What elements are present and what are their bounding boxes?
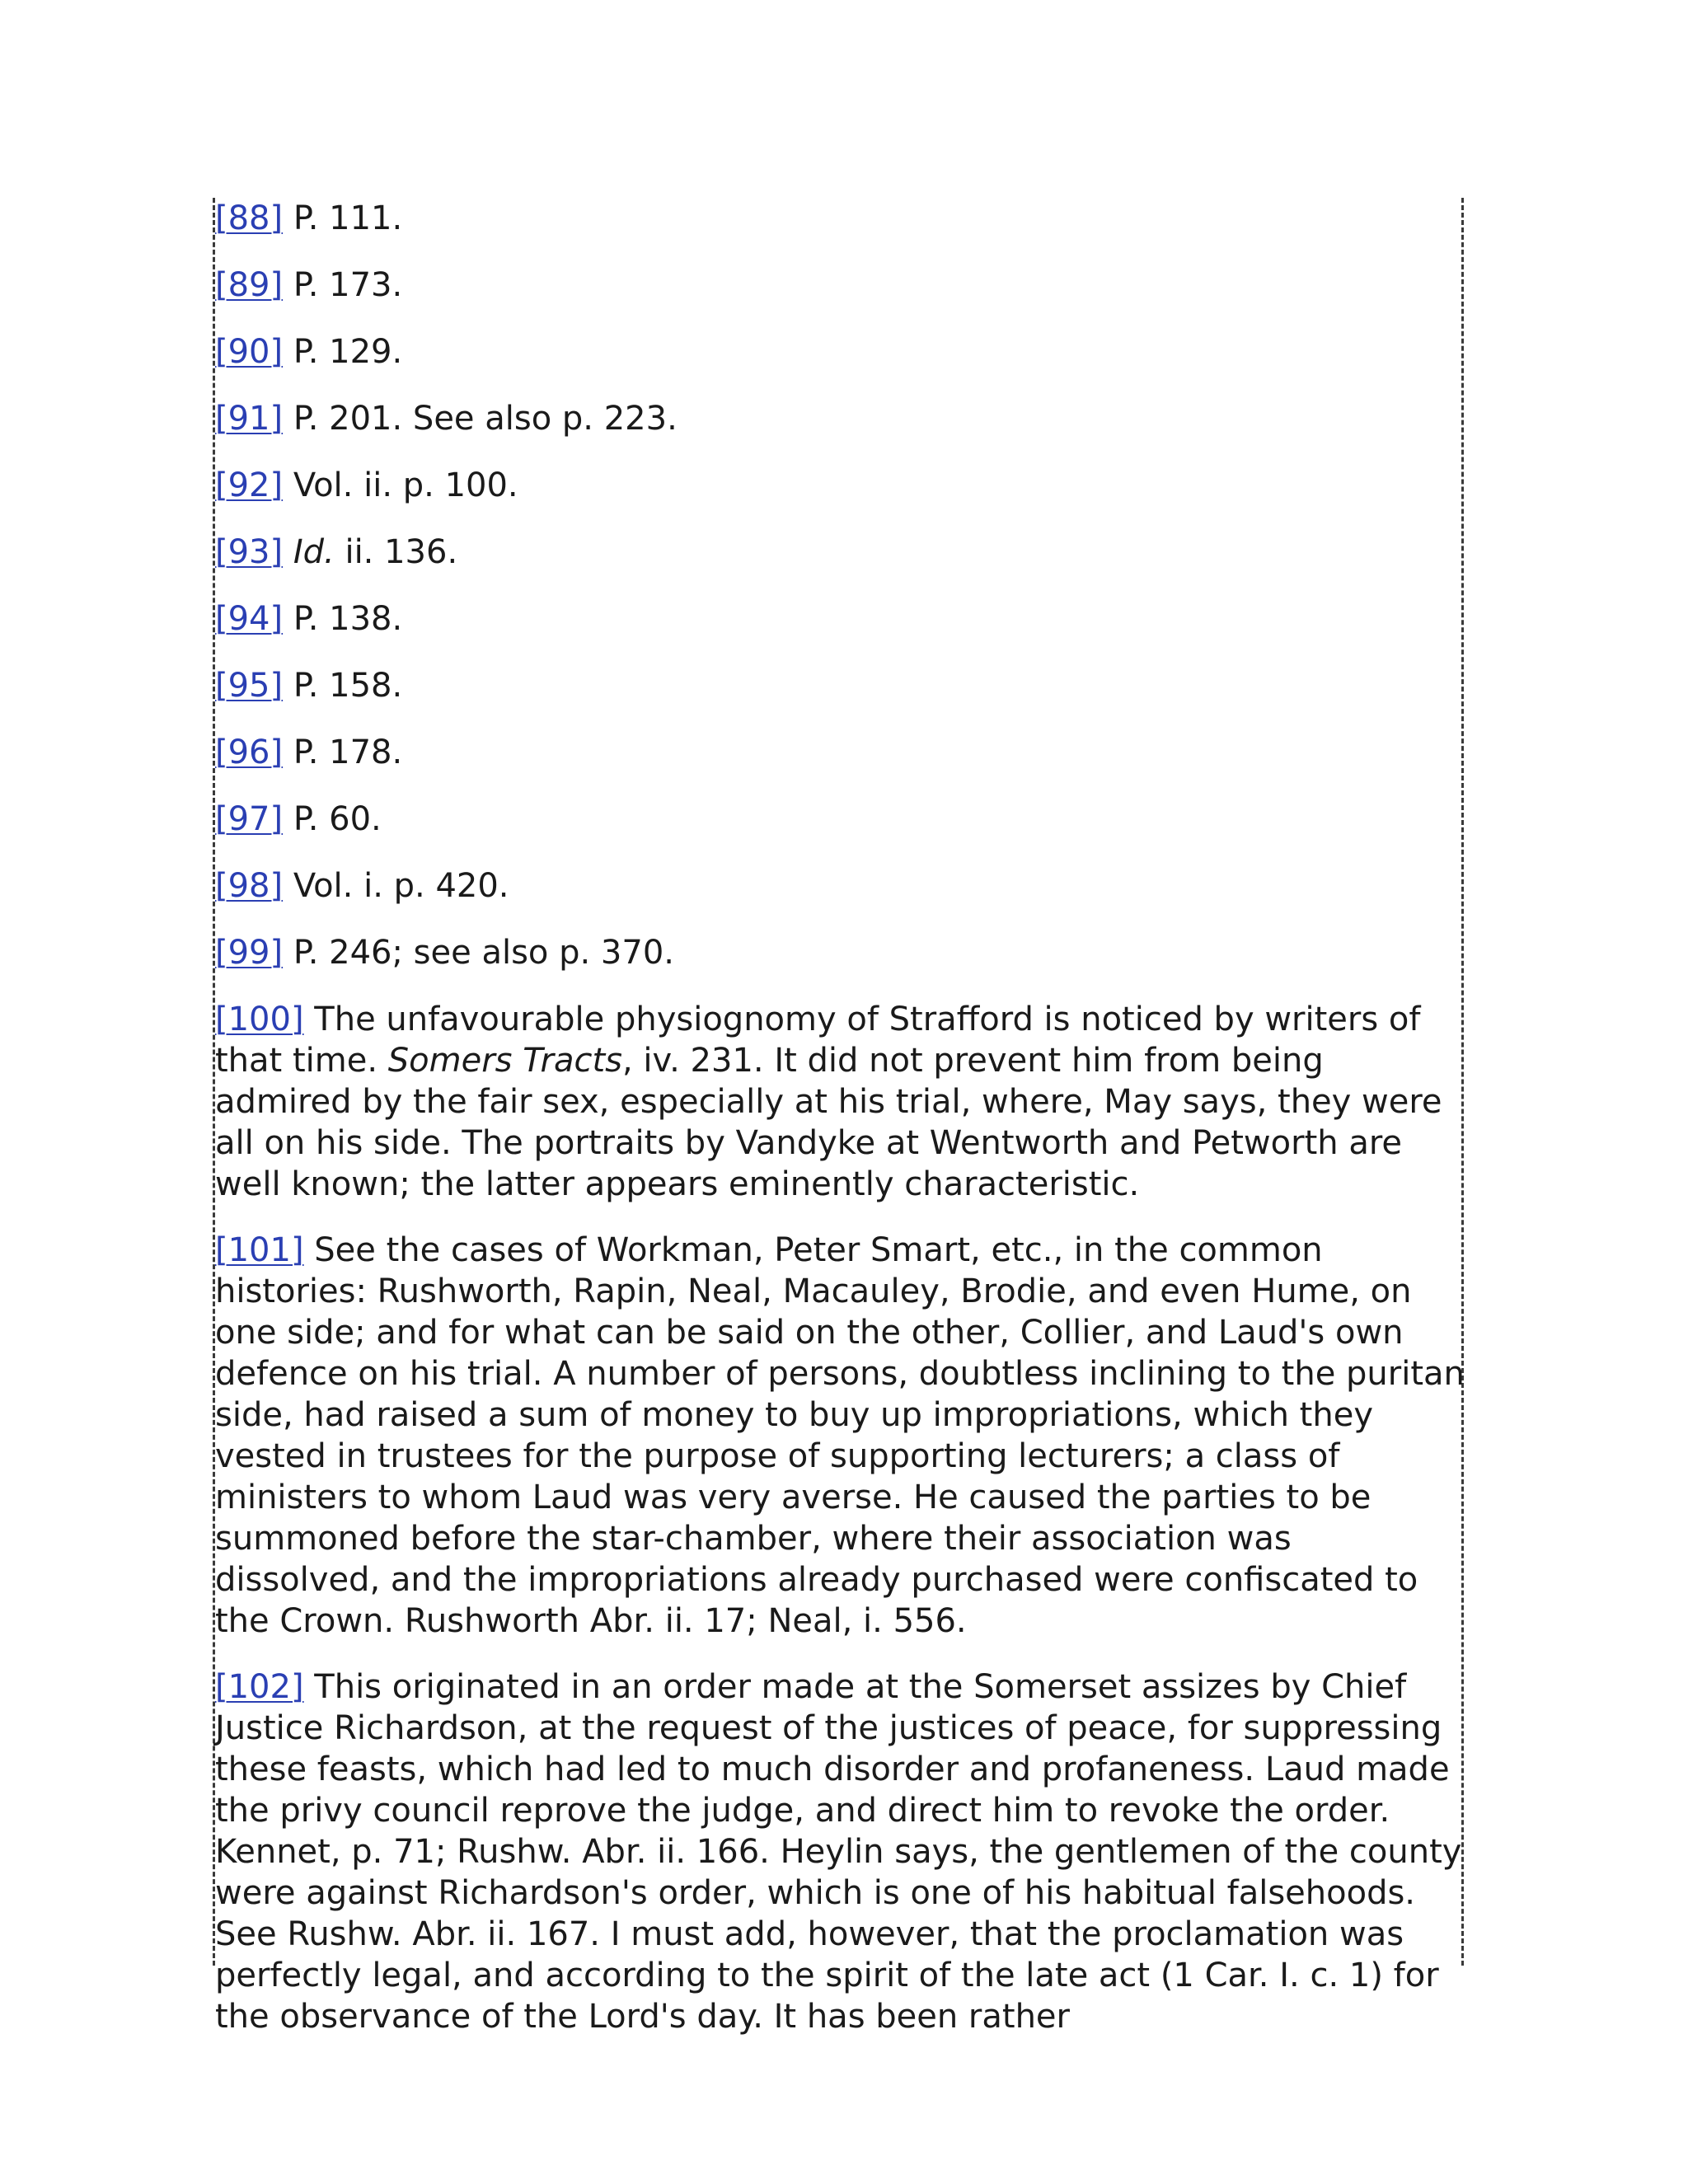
footnote-ref-link[interactable]: [99] bbox=[215, 934, 284, 972]
footnote-ref-link[interactable]: [100] bbox=[215, 1001, 304, 1038]
footnote-88 bbox=[215, 198, 1466, 239]
footnote-ref-link[interactable]: [98] bbox=[215, 867, 284, 905]
footnote-text: P. 111. bbox=[283, 199, 403, 237]
footnote-ref-link[interactable]: [88] bbox=[215, 199, 284, 237]
footnote-100 bbox=[215, 999, 1466, 1205]
footnote-text: P. 173. bbox=[283, 266, 403, 304]
footnote-92 bbox=[215, 465, 1466, 506]
footnote-95 bbox=[215, 665, 1466, 706]
footnote-ref-link[interactable]: [101] bbox=[215, 1231, 304, 1269]
page-frame bbox=[213, 198, 1465, 2036]
footnote-italic-text: Id. bbox=[293, 533, 335, 571]
footnote-ref-link[interactable]: [95] bbox=[215, 667, 284, 705]
footnote-ref-link[interactable]: [90] bbox=[215, 333, 284, 371]
footnote-ref-link[interactable]: [97] bbox=[215, 800, 284, 838]
footnote-96 bbox=[215, 732, 1466, 773]
footnote-text: P. 178. bbox=[283, 733, 403, 771]
footnote-text: P. 60. bbox=[283, 800, 382, 838]
footnote-101 bbox=[215, 1230, 1466, 1642]
footnote-97 bbox=[215, 799, 1466, 840]
footnote-ref-link[interactable]: [93] bbox=[215, 533, 284, 571]
footnote-text: P. 129. bbox=[283, 333, 403, 371]
footnote-text: See the cases of Workman, Peter Smart, etc., in the common histories: Rushworth, Rapin, Neal, Macauley, Brodie, and even Hume, on one side; and for what can be said on the other, Collier, and Laud's own defence on his trial. A number of persons, doubtless inclining to the puritan side, had raised a sum of money to buy up impropriations, which they vested in trustees for the purpose of supporting lecturers; a class of ministers to whom Laud was very averse. He caused the parties to be summoned before the star-chamber, where their association was dissolved, and the impropriations already purchased were confiscated to the Crown. Rushworth Abr. ii. 17; Neal, i. 556. bbox=[215, 1231, 1465, 1640]
footnote-98 bbox=[215, 865, 1466, 907]
footnote-89 bbox=[215, 265, 1466, 306]
footnote-91 bbox=[215, 398, 1466, 439]
footnote-text: Vol. ii. p. 100. bbox=[283, 466, 518, 504]
footnote-ref-link[interactable]: [94] bbox=[215, 600, 284, 638]
footnote-text: P. 246; see also p. 370. bbox=[283, 934, 674, 972]
footnote-ref-link[interactable]: [91] bbox=[215, 400, 284, 438]
footnote-italic-text: Somers Tracts bbox=[387, 1042, 622, 1080]
footnote-spacer bbox=[283, 533, 293, 571]
footnote-ref-link[interactable]: [96] bbox=[215, 733, 284, 771]
footnote-text: P. 201. See also p. 223. bbox=[283, 400, 678, 438]
footnote-text: The unfavourable physiognomy of Strafford is noticed by writers of that time. bbox=[215, 1001, 1421, 1080]
footnote-90 bbox=[215, 331, 1466, 373]
footnote-text: Vol. i. p. 420. bbox=[283, 867, 509, 905]
footnote-text-continued: , iv. 231. It did not prevent him from being admired by the fair sex, especially at his trial, where, May says, they were all on his side. The portraits by Vandyke at Wentworth and Petworth are well known; the latter appears eminently characteristic. bbox=[215, 1042, 1442, 1203]
footnote-text: P. 138. bbox=[283, 600, 403, 638]
footnote-list bbox=[215, 198, 1466, 2062]
footnote-ref-link[interactable]: [92] bbox=[215, 466, 284, 504]
footnote-94 bbox=[215, 598, 1466, 640]
footnote-text: P. 158. bbox=[283, 667, 403, 705]
footnote-text: This originated in an order made at the Somerset assizes by Chief Justice Richardson, at the request of the justices of peace, for suppressing these feasts, which had led to much disorder and profaneness. Laud made the privy council reprove the judge, and direct him to revoke the order. Kennet, p. 71; Rushw. Abr. ii. 166. Heylin says, the gentlemen of the county were against Richardson's order, which is one of his habitual falsehoods. See Rushw. Abr. ii. 167. I must add, however, that the proclamation was perfectly legal, and according to the spirit of the late act (1 Car. I. c. 1) for the observance of the Lord's day. It has been rather bbox=[215, 1668, 1462, 2036]
footnote-ref-link[interactable]: [102] bbox=[215, 1668, 304, 1706]
footnote-102 bbox=[215, 1666, 1466, 2037]
footnote-ref-link[interactable]: [89] bbox=[215, 266, 284, 304]
footnote-text: ii. 136. bbox=[334, 533, 458, 571]
footnote-93 bbox=[215, 532, 1466, 573]
footnote-99 bbox=[215, 932, 1466, 973]
